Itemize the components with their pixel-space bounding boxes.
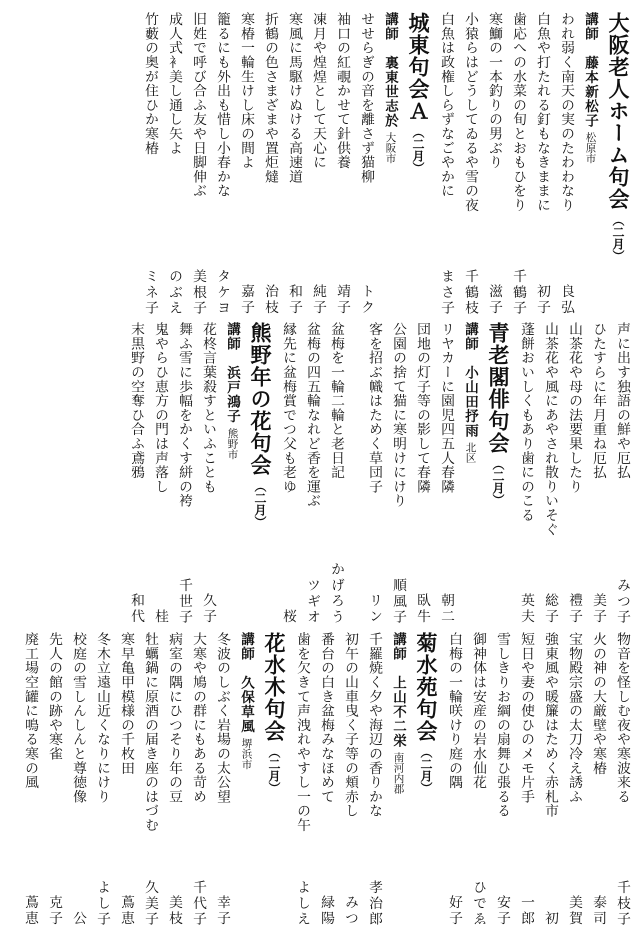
haiku-entry [564, 322, 584, 625]
haiku-entry [116, 632, 136, 927]
poet-name: タケヨ [214, 268, 230, 316]
haiku-text: 雪しきりお綱の扇舞ひ張るる [494, 632, 510, 818]
haiku-text: 白梅の一輪咲けり庭の隅 [446, 632, 462, 790]
haiku-text: 大寒や鳩の群にもある苛め [190, 632, 206, 804]
block-gap [348, 322, 362, 625]
haiku-text: 山茶花や風にあやされ散りいそぐ [542, 322, 558, 537]
poet-name: 朝二 [438, 593, 454, 625]
row-top [8, 12, 634, 316]
poet-name: 千枝子 [614, 879, 630, 927]
poet-name: 靖子 [334, 284, 350, 316]
poet-name: トク [358, 284, 374, 316]
poet-name: 緑陽 [318, 895, 334, 927]
instructor-name: 上山不二栄 [390, 675, 406, 748]
haiku-text: 縁先に盆梅賞でつ父も老ゆ [280, 322, 296, 494]
poet-name: 初子 [534, 284, 550, 316]
instructor-place: 堺浜市 [240, 737, 253, 769]
group-title-column [259, 632, 289, 927]
haiku-text: 病室の隅にひつそり年の豆 [166, 632, 182, 804]
haiku-text: 短日や妻の使ひのメモ片手 [518, 632, 534, 804]
haiku-entry [44, 632, 64, 927]
poet-name: 千代子 [190, 879, 206, 927]
instructor-column [579, 12, 601, 316]
poet-name: 嘉子 [238, 284, 254, 316]
poet-name: 良弘 [558, 284, 574, 316]
poet-name: 和代 [128, 593, 144, 625]
poet-name: 克子 [46, 895, 62, 927]
haiku-text: 先人の館の跡や寒雀 [46, 632, 62, 761]
haiku-entry [612, 322, 632, 625]
instructor-name: 藤本新松子 [582, 55, 598, 128]
haiku-text: 凍月や煌煌として天心に [310, 12, 326, 170]
haiku-text: 舞ふ雪に歩幅をかくす絣の袴 [176, 322, 192, 508]
haiku-text: 歯を欠きて声洩れやすし一の午 [294, 632, 310, 833]
instructor-column [379, 12, 401, 316]
instructor-place: 熊野市 [226, 427, 239, 459]
haiku-text: 末黒野の空奪ひ合ふ鳶鴉 [128, 322, 144, 480]
instructor-line [460, 322, 480, 438]
poet-name: かげろう [328, 561, 344, 625]
haiku-entry [140, 12, 160, 316]
instructor-line [388, 632, 408, 748]
group-title-column [411, 632, 441, 927]
haiku-text: 白魚や打たれる釘もなきままに [534, 12, 550, 213]
haiku-entry [460, 12, 480, 316]
poet-name: みつ子 [614, 577, 630, 625]
haiku-text: 白魚は政権しらずなごやかに [438, 12, 454, 198]
haiku-text: 冬木立遠山近くなりにけり [94, 632, 110, 804]
haiku-text: 籠るにも外出も惜し小春かな [214, 12, 230, 198]
haiku-text: 山茶花や母の法要果したり [566, 322, 582, 494]
poet-name: 桜 [280, 609, 296, 625]
poet-name: まさ子 [438, 268, 454, 316]
group-month: （二月） [491, 458, 505, 506]
haiku-text: 廃工場空罐に鳴る寒の風 [22, 632, 38, 790]
haiku-entry [188, 632, 208, 927]
haiku-entry [564, 632, 584, 927]
group-month: （二月） [253, 480, 267, 528]
group-month: （二月） [611, 214, 625, 262]
haiku-entry [174, 322, 194, 625]
haiku-entry [516, 322, 536, 625]
poet-name: 桂 [152, 609, 168, 625]
poet-name: 一郎 [518, 895, 534, 927]
haiku-text: 盆梅を一輪二輪と老日記 [328, 322, 344, 480]
instructor-label: 講師 [462, 322, 478, 351]
haiku-text: 公園の捨て猫に寒明けにけり [390, 322, 406, 508]
haiku-entry [316, 632, 336, 927]
haiku-text: 竹藪の奥が住ひか寒椿 [142, 12, 158, 155]
haiku-text: 花柊言葉殺すといふことも [200, 322, 216, 494]
poet-name: 美枝 [166, 895, 182, 927]
poet-name: 好子 [446, 895, 462, 927]
haiku-text: 小猿らはどうしてゐるや雪の夜 [462, 12, 478, 213]
haiku-text: 初午の山車曳く子等の頬赤し [342, 632, 358, 818]
haiku-entry [212, 632, 232, 927]
haiku-entry [388, 322, 408, 625]
haiku-text: われ弱く南天の実のたわわなり [558, 12, 574, 213]
instructor-name: 久保草風 [238, 675, 254, 734]
haiku-entry [292, 632, 312, 927]
haiku-entry [516, 632, 536, 927]
haiku-entry [150, 322, 170, 625]
haiku-text: 蓬餅おいしくもあり歯にのこる [518, 322, 534, 523]
row-middle [8, 322, 634, 625]
instructor-column [387, 632, 409, 927]
group-title: 花水木句会 [262, 632, 286, 742]
haiku-entry [340, 632, 360, 927]
haiku-entry [412, 322, 432, 625]
poet-name: 英夫 [518, 593, 534, 625]
poet-name: 久子 [200, 593, 216, 625]
haiku-entry [164, 12, 184, 316]
haiku-entry [436, 322, 456, 625]
poet-name: 千鶴子 [510, 268, 526, 316]
haiku-text: 冬波のしぶく岩場の太公望 [214, 632, 230, 804]
instructor-label: 講師 [382, 12, 398, 41]
instructor-place: 大阪市 [384, 132, 397, 164]
haiku-entry [140, 632, 160, 927]
haiku-text: 盆梅の四五輪なれど香を運ぶ [304, 322, 320, 508]
haiku-entry [484, 12, 504, 316]
group-month: （二月） [411, 126, 425, 174]
haiku-text: 旧姓で呼び合ふ友や日脚伸ぶ [190, 12, 206, 198]
haiku-entry [326, 322, 346, 625]
poet-name: 治枝 [262, 284, 278, 316]
haiku-entry [92, 632, 112, 927]
instructor-column [221, 322, 243, 625]
haiku-text: 歯応への水菜の旬とおもひをり [510, 12, 526, 213]
haiku-entry [332, 12, 352, 316]
poet-name: 滋子 [486, 284, 502, 316]
haiku-text: 折鶴の色さまざまや置炬燵 [262, 12, 278, 184]
row-bottom [8, 632, 634, 927]
poet-name: リン [366, 593, 382, 625]
poet-name: 幸子 [214, 895, 230, 927]
poet-name: 初 [542, 911, 558, 927]
haiku-text: 鬼やらひ恵方の門は声落し [152, 322, 168, 494]
haiku-entry [284, 12, 304, 316]
instructor-label: 講師 [224, 322, 240, 351]
haiku-entry [532, 12, 552, 316]
haiku-entry [164, 632, 184, 927]
haiku-entry [68, 632, 88, 927]
haiku-entry [588, 632, 608, 927]
haiku-text: 千羅焼く夕や海辺の香りかな [366, 632, 382, 818]
haiku-entry [588, 322, 608, 625]
instructor-label: 講師 [238, 632, 254, 661]
poet-name: 純子 [310, 284, 326, 316]
haiku-entry [188, 12, 208, 316]
group-title: 城東句会Ａ [406, 12, 430, 122]
instructor-line [580, 12, 600, 128]
poet-name: 蔦恵 [22, 895, 38, 927]
poet-name: 公 [70, 911, 86, 927]
instructor-column [235, 632, 257, 927]
haiku-entry [126, 322, 146, 625]
haiku-text: 強東風や暖簾はためく赤札市 [542, 632, 558, 818]
haiku-text: 成人式衤美し通し矢よ [166, 12, 182, 155]
group-title-column [403, 12, 433, 316]
poet-name: 久美子 [142, 879, 158, 927]
haiku-entry [198, 322, 218, 625]
poet-name: 順風子 [390, 577, 406, 625]
haiku-text: 牡蠣鍋に原酒の届き座のはづむ [142, 632, 158, 833]
haiku-text: 宝物殿宗盛の太刀冷え誘ふ [566, 632, 582, 804]
haiku-text: 校庭の雪しんしんと尊徳像 [70, 632, 86, 804]
instructor-line [222, 322, 242, 424]
poet-name: 美賀 [566, 895, 582, 927]
poet-name: 禮子 [566, 593, 582, 625]
poet-name: 美根子 [190, 268, 206, 316]
group-title: 青老閣俳句会 [486, 322, 510, 454]
haiku-entry [436, 12, 456, 316]
poet-name: 臥牛 [414, 593, 430, 625]
haiku-entry [20, 632, 40, 927]
haiku-text: 袖口の紅覗かせて針供養 [334, 12, 350, 170]
poet-name: 美子 [590, 593, 606, 625]
group-title: 大阪老人ホーム句会 [606, 12, 630, 210]
poet-name: ミネ子 [142, 268, 158, 316]
haiku-text: 御神体は安産の岩水仙花 [470, 632, 486, 790]
poet-name: ツギオ [304, 577, 320, 625]
instructor-place: 松原市 [584, 132, 597, 164]
poet-name: 泰司 [590, 895, 606, 927]
haiku-entry [468, 632, 488, 927]
haiku-text: せせらぎの音を離さず猫柳 [358, 12, 374, 184]
instructor-place: 南河内郡 [392, 752, 405, 794]
instructor-line [236, 632, 256, 734]
poet-name: よしえ [294, 879, 310, 927]
haiku-text: 物音を怪しむ夜や寒波来る [614, 632, 630, 804]
poet-name: 千世子 [176, 577, 192, 625]
poet-name: ひでゑ [470, 879, 486, 927]
haiku-text: 寒椿一輪生けし床の間よ [238, 12, 254, 170]
group-title-column [483, 322, 513, 625]
instructor-label: 講師 [582, 12, 598, 41]
instructor-label: 講師 [390, 632, 406, 661]
poet-name: 千鶴枝 [462, 268, 478, 316]
haiku-entry [260, 12, 280, 316]
instructor-column [459, 322, 481, 625]
haiku-text: リヤカーに園児四五人春隣 [438, 322, 454, 494]
haiku-text: ひたすらに年月重ね厄払 [590, 322, 606, 480]
haiku-text: 番台の白き盆梅みなほめて [318, 632, 334, 804]
group-title-column [245, 322, 275, 625]
group-title: 菊水苑句会 [414, 632, 438, 742]
haiku-entry [364, 632, 384, 927]
haiku-entry [540, 632, 560, 927]
haiku-entry [308, 12, 328, 316]
haiku-entry [492, 632, 512, 927]
haiku-entry [278, 322, 298, 625]
poet-name: みつ [342, 895, 358, 927]
poet-name: 総子 [542, 593, 558, 625]
poet-name: 安子 [494, 895, 510, 927]
haiku-text: 団地の灯子等の影して春隣 [414, 322, 430, 494]
instructor-line [380, 12, 400, 128]
poet-name: 和子 [286, 284, 302, 316]
haiku-entry [612, 632, 632, 927]
haiku-entry [508, 12, 528, 316]
haiku-text: 声に出す独語の鮮や厄払 [614, 322, 630, 480]
haiku-entry [356, 12, 376, 316]
group-title-column [603, 12, 633, 316]
haiku-entry [540, 322, 560, 625]
poet-name: よし子 [94, 879, 110, 927]
haiku-entry [364, 322, 384, 625]
haiku-entry [212, 12, 232, 316]
group-month: （二月） [267, 746, 281, 794]
haiku-text: 火の神の大厳壁や寒椿 [590, 632, 606, 775]
instructor-place: 北区 [464, 442, 477, 463]
haiku-text: 寒早亀甲模様の千枚田 [118, 632, 134, 775]
haiku-entry [302, 322, 322, 625]
haiku-text: 寒鰤の一本釣りの男ぶり [486, 12, 502, 170]
instructor-name: 浜戸鴻子 [224, 365, 240, 424]
haiku-text: 寒風に馬駆けぬける高速道 [286, 12, 302, 184]
poet-name: 孝治郎 [366, 879, 382, 927]
haiku-entry [556, 12, 576, 316]
instructor-name: 裏東世志於 [382, 55, 398, 128]
poet-name: 蔦恵 [118, 895, 134, 927]
poet-name: のぶえ [166, 268, 182, 316]
group-month: （二月） [419, 746, 433, 794]
haiku-entry [444, 632, 464, 927]
haiku-text: 客を招ぶ幟はためく草団子 [366, 322, 382, 494]
haiku-entry [236, 12, 256, 316]
instructor-name: 小山田抒雨 [462, 365, 478, 438]
group-title: 熊野年の花句会 [248, 322, 272, 476]
